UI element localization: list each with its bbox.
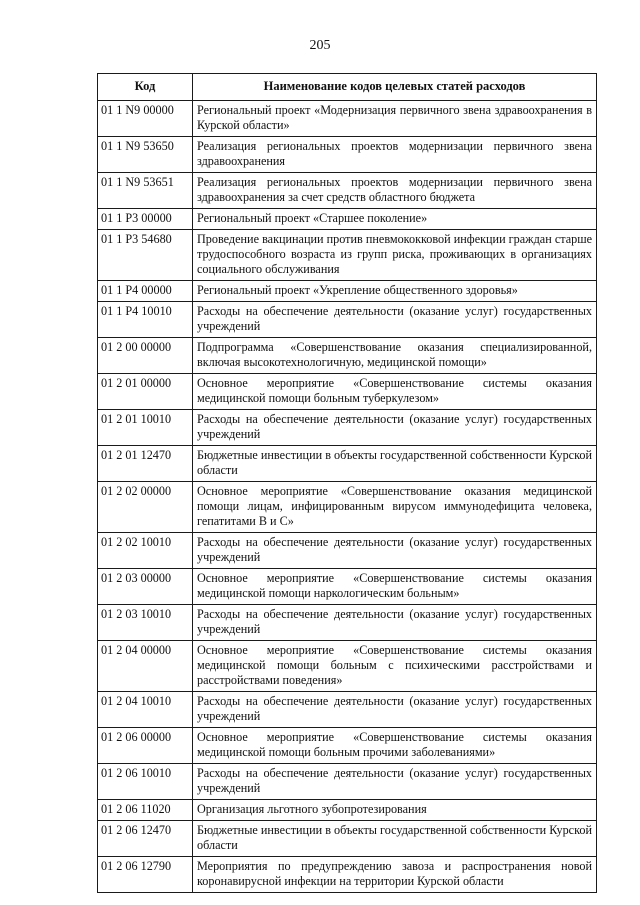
row-name-cell: Расходы на обеспечение деятельности (оказание услуг) государственных учреждений: [193, 605, 597, 641]
row-name-cell: Бюджетные инвестиции в объекты государственной собственности Курской области: [193, 446, 597, 482]
row-name-cell: Реализация региональных проектов модернизации первичного звена здравоохранения за счет средств областного бюджета: [193, 173, 597, 209]
row-name-cell: Основное мероприятие «Совершенствование системы оказания медицинской помощи больным с психическими расстройствами и расстройствами поведения»: [193, 641, 597, 692]
table-row: [98, 482, 597, 533]
row-name-cell: Региональный проект «Модернизация первичного звена здравоохранения в Курской области»: [193, 101, 597, 137]
row-name-cell: Проведение вакцинации против пневмококковой инфекции граждан старше трудоспособного возраста из групп риска, проживающих в организациях социального обслуживания: [193, 230, 597, 281]
row-code-cell: 01 2 00 00000: [98, 338, 193, 374]
row-name-cell: Подпрограмма «Совершенствование оказания специализированной, включая высокотехнологичную, медицинской помощи»: [193, 338, 597, 374]
row-name-cell: Региональный проект «Старшее поколение»: [193, 209, 597, 230]
row-code-cell: 01 1 P4 00000: [98, 281, 193, 302]
row-name-cell: Основное мероприятие «Совершенствование оказания медицинской помощи лицам, инфицированным вирусом иммунодефицита человека, гепатитами В и С»: [193, 482, 597, 533]
row-name-cell: Мероприятия по предупреждению завоза и распространения новой коронавирусной инфекции на территории Курской области: [193, 857, 597, 893]
row-name-cell: Основное мероприятие «Совершенствование системы оказания медицинской помощи наркологическим больным»: [193, 569, 597, 605]
row-code-cell: 01 2 03 00000: [98, 569, 193, 605]
row-code-cell: 01 2 01 12470: [98, 446, 193, 482]
row-code-cell: 01 2 06 12470: [98, 821, 193, 857]
row-name-cell: Расходы на обеспечение деятельности (оказание услуг) государственных учреждений: [193, 533, 597, 569]
table-row: [98, 446, 597, 482]
table-row: [98, 857, 597, 893]
table-row: [98, 137, 597, 173]
column-header-name: Наименование кодов целевых статей расходов: [193, 74, 597, 101]
row-name-cell: Расходы на обеспечение деятельности (оказание услуг) государственных учреждений: [193, 410, 597, 446]
row-code-cell: 01 2 06 00000: [98, 728, 193, 764]
budget-codes-table: [97, 73, 597, 893]
table-row: [98, 209, 597, 230]
row-code-cell: 01 2 06 10010: [98, 764, 193, 800]
table-row: [98, 338, 597, 374]
table-row: [98, 728, 597, 764]
column-header-code: Код: [98, 74, 193, 101]
table-row: [98, 374, 597, 410]
table-row: [98, 410, 597, 446]
table-row: [98, 302, 597, 338]
row-name-cell: Бюджетные инвестиции в объекты государственной собственности Курской области: [193, 821, 597, 857]
table-row: [98, 101, 597, 137]
row-code-cell: 01 2 02 10010: [98, 533, 193, 569]
page-number: 205: [309, 38, 331, 53]
row-code-cell: 01 2 02 00000: [98, 482, 193, 533]
row-code-cell: 01 2 04 00000: [98, 641, 193, 692]
table-row: [98, 569, 597, 605]
row-code-cell: 01 2 06 12790: [98, 857, 193, 893]
table-body: [98, 101, 597, 893]
row-name-cell: Реализация региональных проектов модернизации первичного звена здравоохранения: [193, 137, 597, 173]
table-row: [98, 173, 597, 209]
table-row: [98, 800, 597, 821]
row-name-cell: Региональный проект «Укрепление общественного здоровья»: [193, 281, 597, 302]
table-header-row: [98, 74, 597, 101]
row-name-cell: Основное мероприятие «Совершенствование системы оказания медицинской помощи больным прочими заболеваниями»: [193, 728, 597, 764]
table-row: [98, 692, 597, 728]
row-name-cell: Расходы на обеспечение деятельности (оказание услуг) государственных учреждений: [193, 302, 597, 338]
row-name-cell: Основное мероприятие «Совершенствование системы оказания медицинской помощи больным туберкулезом»: [193, 374, 597, 410]
row-code-cell: 01 2 01 10010: [98, 410, 193, 446]
row-code-cell: 01 1 N9 53651: [98, 173, 193, 209]
row-code-cell: 01 1 P3 54680: [98, 230, 193, 281]
row-code-cell: 01 1 P3 00000: [98, 209, 193, 230]
table-row: [98, 281, 597, 302]
table-row: [98, 533, 597, 569]
row-code-cell: 01 1 N9 00000: [98, 101, 193, 137]
row-name-cell: Организация льготного зубопротезирования: [193, 800, 597, 821]
row-name-cell: Расходы на обеспечение деятельности (оказание услуг) государственных учреждений: [193, 692, 597, 728]
table-row: [98, 764, 597, 800]
table-row: [98, 641, 597, 692]
row-code-cell: 01 2 03 10010: [98, 605, 193, 641]
table-row: [98, 230, 597, 281]
row-code-cell: 01 1 P4 10010: [98, 302, 193, 338]
table-row: [98, 605, 597, 641]
table-row: [98, 821, 597, 857]
row-code-cell: 01 2 04 10010: [98, 692, 193, 728]
row-code-cell: 01 2 06 11020: [98, 800, 193, 821]
row-name-cell: Расходы на обеспечение деятельности (оказание услуг) государственных учреждений: [193, 764, 597, 800]
row-code-cell: 01 2 01 00000: [98, 374, 193, 410]
row-code-cell: 01 1 N9 53650: [98, 137, 193, 173]
